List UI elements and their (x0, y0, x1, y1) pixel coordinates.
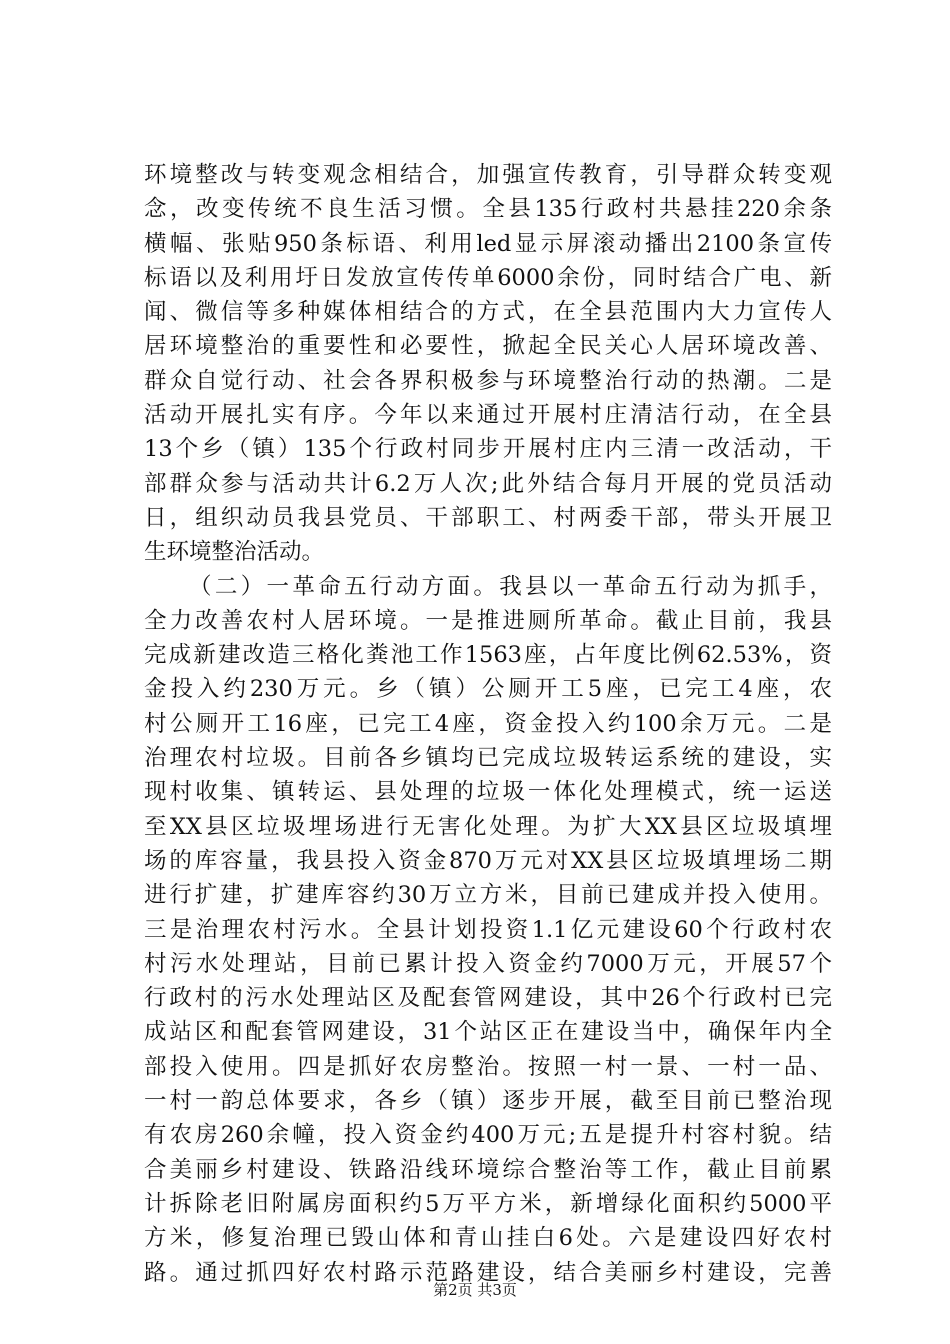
text-line: 部群众参与活动共计6.2万人次;此外结合每月开展的党员活动 (144, 470, 832, 497)
page-number-footer: 第2页 共3页 (433, 1281, 517, 1299)
paragraph-1 (144, 158, 832, 570)
paragraph-2 (144, 570, 832, 1290)
text-line: 生环境整治活动。 (144, 539, 325, 566)
text-line: 环境整改与转变观念相结合，加强宣传教育，引导群众转变观 (144, 162, 832, 188)
text-line: 完成新建改造三格化粪池工作1563座，占年度比例62.53%，资 (144, 642, 832, 669)
text-line: 群众自觉行动、社会各界积极参与环境整治行动的热潮。二是 (144, 367, 832, 394)
text-line: 计拆除老旧附属房面积约5万平方米，新增绿化面积约5000平 (144, 1190, 832, 1217)
text-line: 部投入使用。四是抓好农房整治。按照一村一景、一村一品、 (144, 1053, 832, 1080)
text-line: 全力改善农村人居环境。一是推进厕所革命。截止目前，我县 (144, 607, 832, 634)
text-line: 三是治理农村污水。全县计划投资1.1亿元建设60个行政村农 (144, 916, 832, 943)
text-line: 方米，修复治理已毁山体和青山挂白6处。六是建设四好农村 (144, 1225, 832, 1252)
text-line: 成站区和配套管网建设，31个站区正在建设当中，确保年内全 (144, 1019, 832, 1046)
text-line: 活动开展扎实有序。今年以来通过开展村庄清洁行动，在全县 (144, 402, 832, 429)
text-line: 闻、微信等多种媒体相结合的方式，在全县范围内大力宣传人 (144, 299, 832, 326)
text-line: 村公厕开工16座，已完工4座，资金投入约100余万元。二是 (144, 710, 832, 737)
text-line: 治理农村垃圾。目前各乡镇均已完成垃圾转运系统的建设，实 (144, 745, 832, 772)
text-line: 有农房260余幢，投入资金约400万元;五是提升村容村貌。结 (144, 1122, 832, 1149)
text-line: （二）一革命五行动方面。我县以一革命五行动为抓手， (189, 573, 832, 600)
text-line: 横幅、张贴950条标语、利用led显示屏滚动播出2100条宣传 (144, 230, 832, 257)
text-line: 路。通过抓四好农村路示范路建设，结合美丽乡村建设，完善 (144, 1259, 832, 1286)
text-line: 行政村的污水处理站区及配套管网建设，其中26个行政村已完 (144, 985, 832, 1012)
text-line: 念，改变传统不良生活习惯。全县135行政村共悬挂220余条 (144, 196, 832, 223)
text-line: 进行扩建，扩建库容约30万立方米，目前已建成并投入使用。 (144, 882, 832, 909)
text-line: 村污水处理站，目前已累计投入资金约7000万元，开展57个 (144, 950, 832, 977)
text-line: 13个乡（镇）135个行政村同步开展村庄内三清一改活动，干 (144, 436, 832, 463)
text-line: 日，组织动员我县党员、干部职工、村两委干部，带头开展卫 (144, 504, 832, 531)
text-line: 现村收集、镇转运、县处理的垃圾一体化处理模式，统一运送 (144, 779, 832, 806)
text-line: 至XX县区垃圾埋场进行无害化处理。为扩大XX县区垃圾填埋 (144, 813, 832, 840)
text-line: 标语以及利用圩日发放宣传传单6000余份，同时结合广电、新 (144, 264, 832, 291)
text-line: 场的库容量，我县投入资金870万元对XX县区垃圾填埋场二期 (144, 847, 832, 874)
text-line: 合美丽乡村建设、铁路沿线环境综合整治等工作，截止目前累 (144, 1156, 832, 1183)
text-line: 金投入约230万元。乡（镇）公厕开工5座，已完工4座，农 (144, 676, 832, 703)
text-line: 一村一韵总体要求，各乡（镇）逐步开展，截至目前已整治现 (144, 1088, 832, 1115)
document-body (144, 158, 832, 1290)
text-line: 居环境整治的重要性和必要性，掀起全民关心人居环境改善、 (144, 333, 832, 360)
